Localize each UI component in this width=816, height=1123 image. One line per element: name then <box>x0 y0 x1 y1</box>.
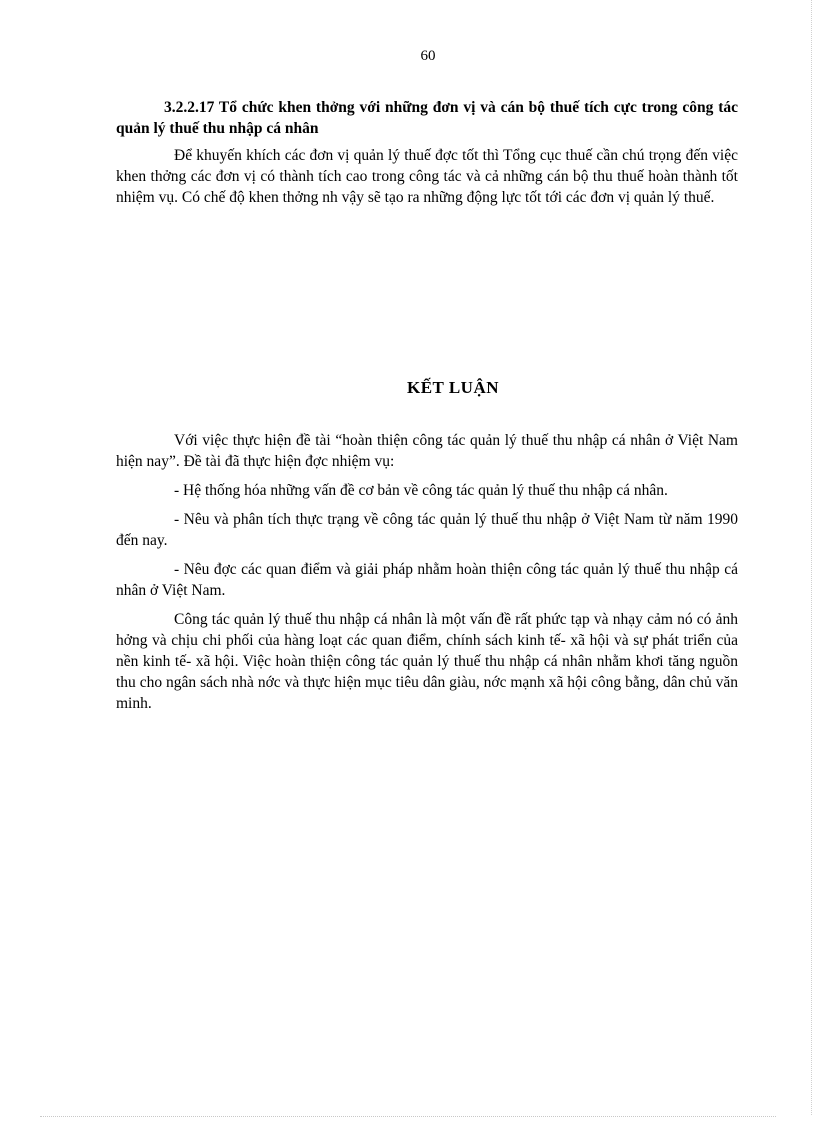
section-body <box>116 145 738 216</box>
page-bottom-border <box>40 1116 776 1117</box>
conclusion-bullet-3: - Nêu đợc các quan điểm và giải pháp nhằm hoàn thiện công tác quản lý thuế thu nhập cá nhân ở Việt Nam. <box>116 561 738 599</box>
page-right-border <box>811 0 812 1115</box>
conclusion-paragraph-summary: Công tác quản lý thuế thu nhập cá nhân là một vấn đề rất phức tạp và nhạy cảm nó có ảnh hởng và chịu chi phối của hàng loạt các quan điểm, chính sách kinh tế- xã hội và sự phát triển của nền kinh tế- xã hội. Việc hoàn thiện công tác quản lý thuế thu nhập cá nhân nhằm khơi tăng nguồn thu cho ngân sách nhà nớc và thực hiện mục tiêu dân giàu, nớc mạnh xã hội công bằng, dân chủ văn minh. <box>116 611 738 712</box>
section-heading: 3.2.2.17 Tổ chức khen thởng với những đơn vị và cán bộ thuế tích cực trong công tác quản lý thuế thu nhập cá nhân <box>116 99 738 137</box>
conclusion-bullet-2: - Nêu và phân tích thực trạng về công tác quản lý thuế thu nhập ở Việt Nam từ năm 1990 đến nay. <box>116 511 738 549</box>
page-number: 60 <box>420 48 436 64</box>
conclusion-body <box>116 430 738 722</box>
conclusion-bullet-1: - Hệ thống hóa những vấn đề cơ bản về công tác quản lý thuế thu nhập cá nhân. <box>174 482 668 499</box>
conclusion-paragraph-intro: Với việc thực hiện đề tài “hoàn thiện công tác quản lý thuế thu nhập cá nhân ở Việt Nam hiện nay”. Đề tài đã thực hiện đợc nhiệm vụ: <box>116 432 738 470</box>
section-paragraph: Để khuyến khích các đơn vị quản lý thuế đợc tốt thì Tổng cục thuế cần chú trọng đến việc khen thởng các đơn vị có thành tích cao trong công tác và cả những cán bộ thu thuế hoàn thành tốt nhiệm vụ. Có chế độ khen thởng nh vậy sẽ tạo ra những động lực tốt tới các đơn vị quản lý thuế. <box>116 147 738 206</box>
conclusion-title: KẾT LUẬN <box>406 378 499 397</box>
